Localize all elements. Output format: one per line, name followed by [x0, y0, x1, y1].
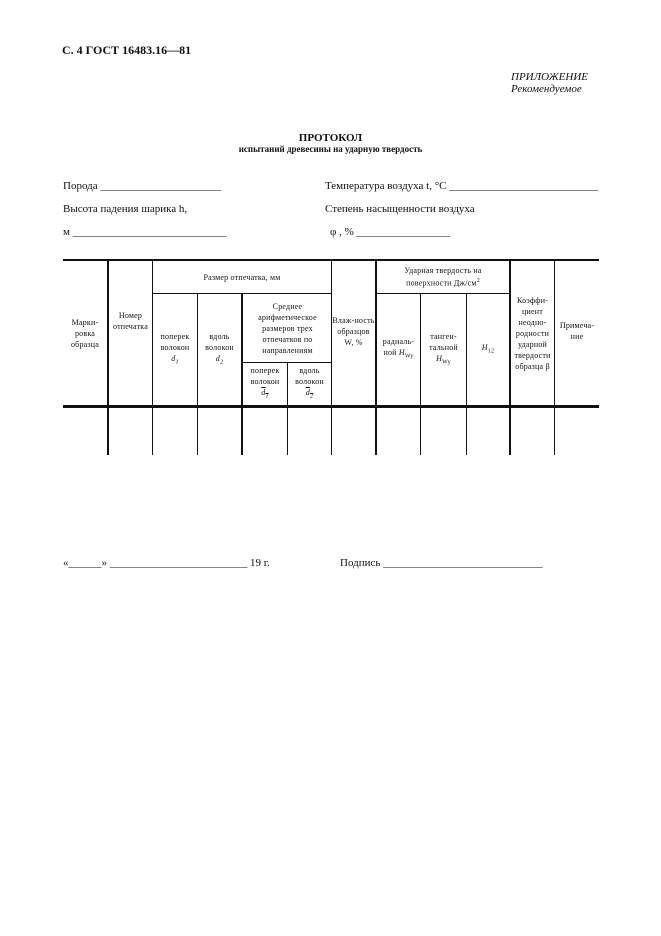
across-subscript: 1	[175, 359, 179, 366]
col-mean-across	[243, 363, 287, 405]
page-header: С. 4 ГОСТ 16483.16—81	[62, 43, 192, 57]
protocol-subtitle: испытаний древесины на ударную твердость	[238, 144, 423, 154]
radial-subscript: Wy	[404, 353, 414, 360]
along-subscript: 2	[220, 359, 224, 366]
col-radial	[377, 294, 420, 405]
hardness-sup: 2	[476, 278, 480, 285]
signature-field[interactable]: Подпись _____________________________	[340, 557, 543, 569]
col-coefficient: Коэффи-циент неодно-родности ударной твердости образца β	[514, 295, 551, 371]
drop-height-label: Высота падения шарика h,	[63, 203, 188, 215]
species-field[interactable]: Порода ______________________	[63, 180, 222, 192]
saturation-label: Степень насыщенности воздуха	[325, 203, 475, 215]
col-print-size: Размер отпечатка, мм	[203, 272, 281, 282]
col-along	[198, 294, 241, 405]
col-tangential	[421, 294, 466, 405]
col-print-number: Номер отпечатка	[112, 311, 148, 331]
col-mean: Среднее арифметическое размеров трех отпечатков по направлениям	[258, 301, 317, 355]
mean-across-subscript: 1	[265, 393, 269, 400]
appendix-label	[511, 71, 588, 95]
tangential-subscript: Wy	[442, 359, 451, 366]
col-across	[153, 294, 197, 405]
mean-along-symbol: d	[305, 388, 310, 398]
col-note: Примеча-ние	[559, 321, 595, 341]
mean-across-label: поперек волокон	[250, 366, 280, 387]
mean-along-subscript: 2	[310, 393, 314, 400]
col-moisture: Влаж-ность образцов W, %	[332, 315, 375, 347]
mean-along-label: вдоль волокон	[295, 366, 324, 387]
h12-subscript: 12	[487, 348, 495, 355]
appendix-subtitle: Рекомендуемое	[511, 83, 582, 95]
col-marking: Марки-ровка образца	[70, 317, 99, 349]
temperature-field[interactable]: Температура воздуха t, °С ___________________________	[325, 180, 598, 192]
protocol-title: ПРОТОКОЛ	[298, 132, 363, 144]
radial-symbol: H	[398, 348, 405, 358]
hardness-label: Ударная твердость на поверхности Дж/см	[404, 266, 482, 288]
across-symbol: d	[171, 353, 176, 363]
tangential-symbol: H	[436, 353, 443, 363]
appendix-title: ПРИЛОЖЕНИЕ	[511, 71, 588, 83]
col-hardness	[377, 261, 509, 293]
date-field[interactable]: «______» _________________________ 19 г.	[63, 557, 270, 569]
along-symbol: d	[215, 353, 220, 363]
mean-across-symbol: d	[261, 388, 266, 398]
h12-symbol: H	[481, 342, 488, 352]
col-h12	[467, 294, 509, 405]
drop-height-field[interactable]: м ____________________________	[63, 226, 227, 238]
across-label: поперек волокон	[160, 331, 190, 352]
col-mean-along	[288, 363, 331, 405]
radial-label: радиаль-ной	[382, 337, 415, 358]
along-label: вдоль волокон	[205, 331, 234, 352]
tangential-label: танген-тальной	[429, 331, 458, 352]
saturation-field[interactable]: φ , % _________________	[330, 226, 451, 238]
